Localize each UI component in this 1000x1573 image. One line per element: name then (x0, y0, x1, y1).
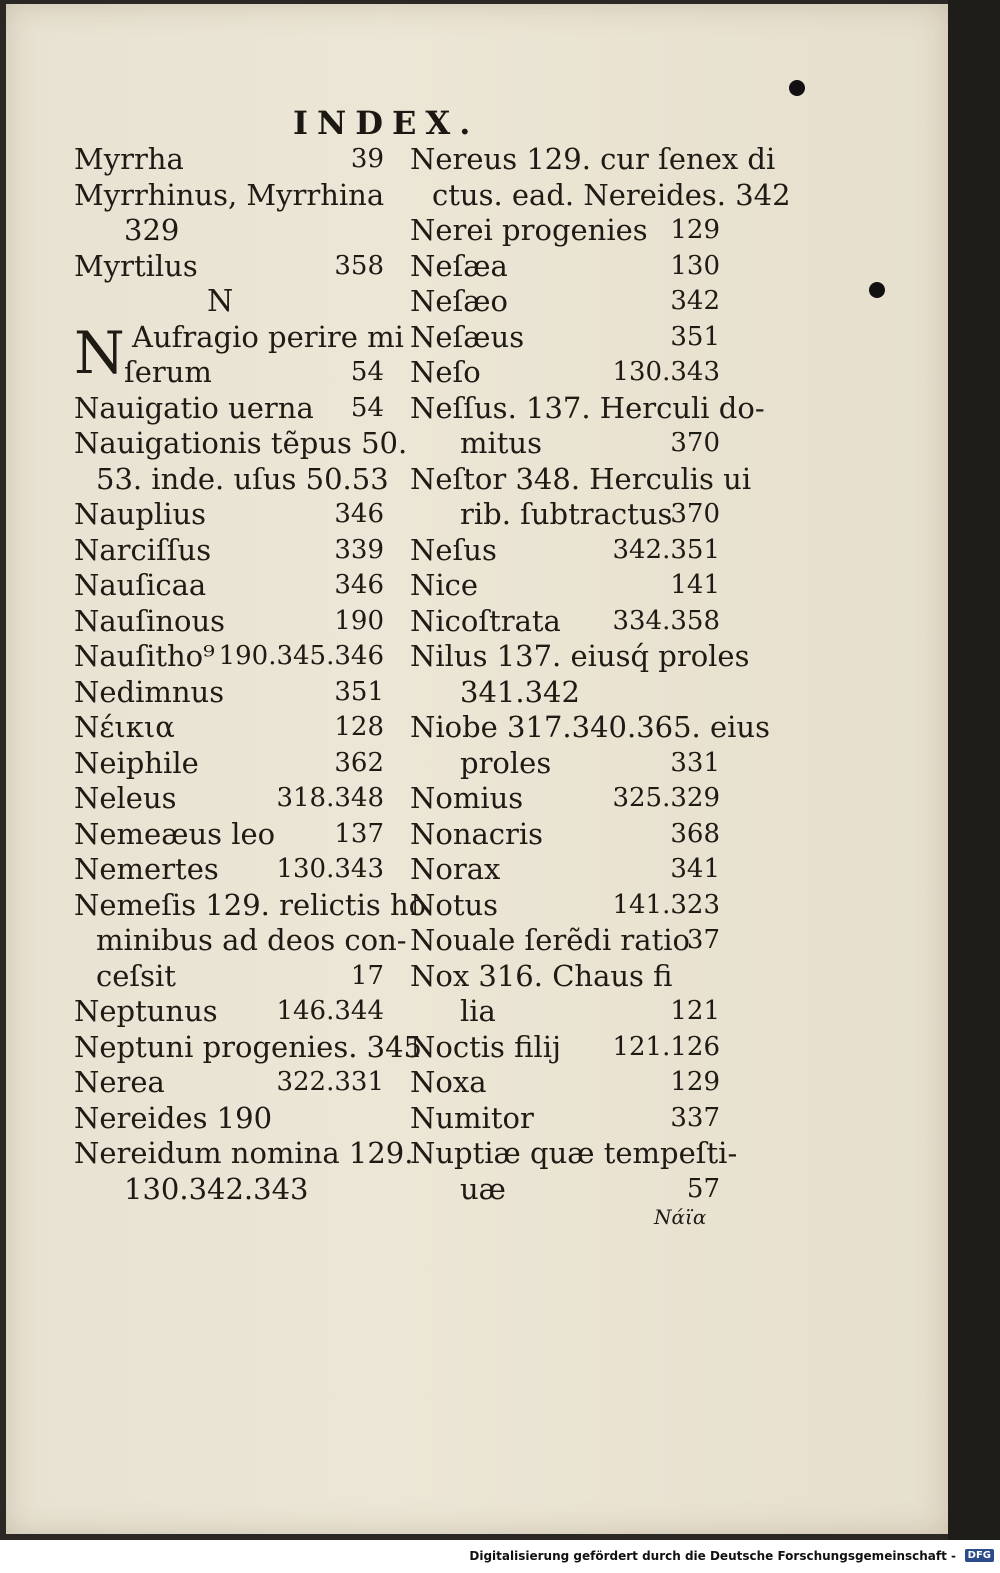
entry-term: Nerea (74, 1065, 165, 1099)
index-entry (74, 461, 389, 498)
entry-pages: 322.331 (276, 1067, 384, 1097)
entry-term: Norax (410, 852, 501, 886)
entry-pages: 141 (670, 570, 720, 600)
index-entry (74, 178, 384, 214)
entry-term: 341.342 (460, 674, 580, 709)
index-entry (410, 426, 720, 462)
entry-pages: 54 (350, 357, 384, 387)
index-entry (410, 284, 720, 320)
index-entry (74, 604, 384, 640)
entry-pages: 121.126 (612, 1031, 720, 1062)
index-entry (74, 817, 384, 853)
index-entry (74, 391, 384, 427)
drop-cap: N (74, 318, 125, 387)
entry-term: Neptunus (74, 994, 218, 1028)
index-entry (410, 959, 720, 995)
entry-term: proles (460, 745, 552, 780)
index-entry (74, 887, 427, 924)
index-entry (410, 923, 720, 959)
entry-term: 53. inde. uſus 50.53 (96, 461, 389, 496)
index-entry (410, 1136, 738, 1172)
entry-term: Nomius (410, 781, 524, 815)
entry-term: Nedimnus (74, 674, 225, 709)
entry-pages: 129 (670, 215, 720, 245)
index-entry (74, 1029, 422, 1066)
entry-pages: 141.323 (612, 889, 720, 920)
entry-term: ceſsit (96, 958, 176, 993)
index-entry (410, 817, 720, 853)
entry-pages: 342 (670, 286, 720, 316)
binding-hole-top (789, 80, 805, 96)
page-heading: INDEX. (293, 104, 480, 142)
entry-term: Narciſſus (74, 532, 212, 567)
entry-term: Nox 316. Chaus fi (410, 958, 673, 993)
entry-pages: 190.345.346 (218, 641, 384, 671)
index-column-right (410, 142, 791, 1207)
entry-term: Neleus (74, 781, 177, 815)
entry-pages: 130.343 (612, 357, 720, 387)
index-entry (74, 426, 408, 462)
entry-pages: 190 (334, 605, 384, 636)
entry-pages: 346 (334, 570, 384, 600)
index-entry (74, 497, 384, 533)
index-entry (410, 213, 720, 249)
entry-pages: 342.351 (612, 534, 720, 565)
entry-pages: 337 (670, 1102, 720, 1133)
entry-term: Myrtilus (74, 248, 198, 283)
entry-term: Nouale ſerẽdi ratio (410, 923, 690, 957)
entry-pages: 130 (670, 250, 720, 281)
index-entry (410, 177, 791, 214)
entry-term: Nemeæus leo (74, 816, 276, 851)
index-entry (410, 320, 720, 356)
index-entry (410, 249, 720, 285)
entry-pages: 129 (670, 1067, 720, 1097)
binding-hole-middle (869, 282, 885, 298)
index-entry (410, 1101, 720, 1137)
entry-pages: 351 (670, 321, 720, 352)
entry-pages: 318.348 (276, 783, 384, 813)
entry-pages: 39 (350, 144, 384, 174)
entry-term: Neiphile (74, 745, 199, 780)
entry-term: Nauſitho⁹ (74, 639, 215, 673)
entry-term: Nereides 190 (74, 1100, 273, 1135)
index-entry (410, 852, 720, 888)
entry-pages: 128 (334, 712, 384, 742)
index-entry (410, 390, 765, 427)
scan-dark-edge (948, 0, 1000, 1540)
index-entry (410, 604, 720, 640)
index-entry (410, 142, 776, 178)
index-entry (74, 781, 384, 817)
index-entry (410, 1172, 720, 1208)
entry-pages: 130.343 (276, 854, 384, 884)
entry-pages: 334.358 (612, 605, 720, 636)
entry-term: Neſæus (410, 319, 525, 354)
index-entry (74, 675, 384, 711)
index-entry (74, 355, 384, 391)
index-entry (410, 710, 770, 746)
index-entry (410, 781, 720, 817)
index-entry (74, 249, 384, 285)
entry-term: Neſtor 348. Herculis ui (410, 461, 752, 496)
entry-term: Niobe 317.340.365. eius (410, 710, 770, 744)
index-entry (410, 497, 720, 533)
index-entry (410, 533, 720, 569)
entry-pages: 331 (670, 747, 720, 778)
entry-term: Neſæo (410, 284, 508, 318)
entry-term: lia (460, 994, 496, 1028)
entry-term: Myrrha (74, 142, 184, 176)
entry-pages: 37 (686, 925, 720, 955)
entry-pages: 362 (334, 747, 384, 778)
entry-term: uæ (460, 1171, 506, 1206)
entry-term: Nauſinous (74, 603, 226, 638)
entry-term: Nereus 129. cur ſenex di (410, 142, 776, 176)
entry-term: Nilus 137. eiusq́ proles (410, 639, 750, 673)
index-entry (74, 959, 384, 995)
index-entry (74, 1172, 384, 1208)
index-entry (74, 746, 384, 782)
entry-term: ctus. ead. Nereides. 342 (432, 177, 791, 212)
entry-term: Noxa (410, 1065, 487, 1099)
entry-term: Nauſicaa (74, 568, 207, 602)
entry-term: Nonacris (410, 816, 544, 851)
entry-term: N (207, 284, 234, 319)
entry-term: Nice (410, 568, 479, 602)
entry-term: Numitor (410, 1100, 534, 1135)
index-entry (410, 675, 720, 711)
entry-pages: 17 (350, 960, 384, 991)
entry-term: Neſus (410, 532, 497, 567)
index-entry (410, 994, 720, 1030)
entry-term: Neſſus. 137. Herculi do- (410, 390, 765, 425)
entry-pages: 370 (670, 499, 720, 529)
index-entry (74, 639, 384, 675)
index-entry (74, 1136, 414, 1172)
index-entry (74, 284, 384, 320)
entry-term: Nauigatio uerna (74, 390, 314, 425)
entry-pages: 370 (670, 428, 720, 458)
entry-pages: 346 (334, 499, 384, 529)
entry-term: Nicoſtrata (410, 603, 561, 638)
entry-term: ſerum (124, 355, 212, 389)
index-entry (410, 355, 720, 391)
entry-term: Nerei progenies (410, 213, 648, 247)
index-entry (410, 639, 750, 675)
entry-term: Noctis filij (410, 1029, 561, 1064)
entry-pages: 341 (670, 854, 720, 884)
entry-term: Notus (410, 887, 499, 922)
entry-term: minibus ad deos con- (96, 923, 407, 957)
index-entry (74, 852, 384, 888)
entry-pages: 146.344 (276, 996, 384, 1026)
dfg-logo: DFG (965, 1549, 994, 1562)
entry-term: Nauplius (74, 497, 207, 531)
index-entry (410, 888, 720, 924)
index-entry (74, 533, 384, 569)
entry-term: 130.342.343 (124, 1171, 309, 1206)
entry-pages: 358 (334, 250, 384, 281)
index-entry (74, 142, 384, 178)
entry-term: 329 (124, 213, 180, 247)
entry-term: Nemertes (74, 852, 219, 886)
entry-term: Aufragio perire mi (132, 319, 404, 354)
entry-term: Nuptiæ quæ tempeſti- (410, 1136, 738, 1170)
index-entry (74, 1101, 384, 1137)
entry-term: Myrrhinus, Myrrhina (74, 177, 385, 212)
index-entry (74, 213, 384, 249)
entry-pages: 54 (350, 392, 384, 423)
footer-credit: Digitalisierung gefördert durch die Deutsche Forschungsgemeinschaft - (469, 1549, 956, 1563)
entry-term: Νέικια (74, 710, 175, 744)
entry-term: Nemeſis 129. relictis ho (74, 887, 427, 922)
entry-term: Neſo (410, 355, 481, 389)
index-entry (74, 710, 384, 746)
entry-pages: 325.329 (612, 783, 720, 813)
index-entry (74, 923, 407, 959)
index-entry (410, 461, 752, 498)
entry-pages: 137 (334, 818, 384, 849)
entry-term: mitus (460, 426, 542, 460)
index-column-left (74, 142, 427, 1207)
entry-term: Neptuni progenies. 345 (74, 1029, 422, 1064)
index-entry (410, 568, 720, 604)
index-entry (74, 1065, 384, 1101)
entry-term: Nauigationis tẽpus 50. (74, 426, 408, 460)
entry-pages: 368 (670, 818, 720, 849)
entry-pages: 57 (686, 1173, 720, 1204)
index-entry (74, 994, 384, 1030)
index-entry (410, 1065, 720, 1101)
entry-pages: 339 (334, 534, 384, 565)
entry-term: Neſæa (410, 248, 508, 283)
entry-term: Nereidum nomina 129. (74, 1136, 414, 1170)
index-entry (410, 1030, 720, 1066)
index-entry (410, 746, 720, 782)
index-entry (74, 568, 384, 604)
entry-term: rib. ſubtractus (460, 497, 673, 531)
catchword: Νάϊα (654, 1205, 707, 1229)
entry-pages: 351 (334, 676, 384, 707)
entry-pages: 121 (670, 996, 720, 1026)
